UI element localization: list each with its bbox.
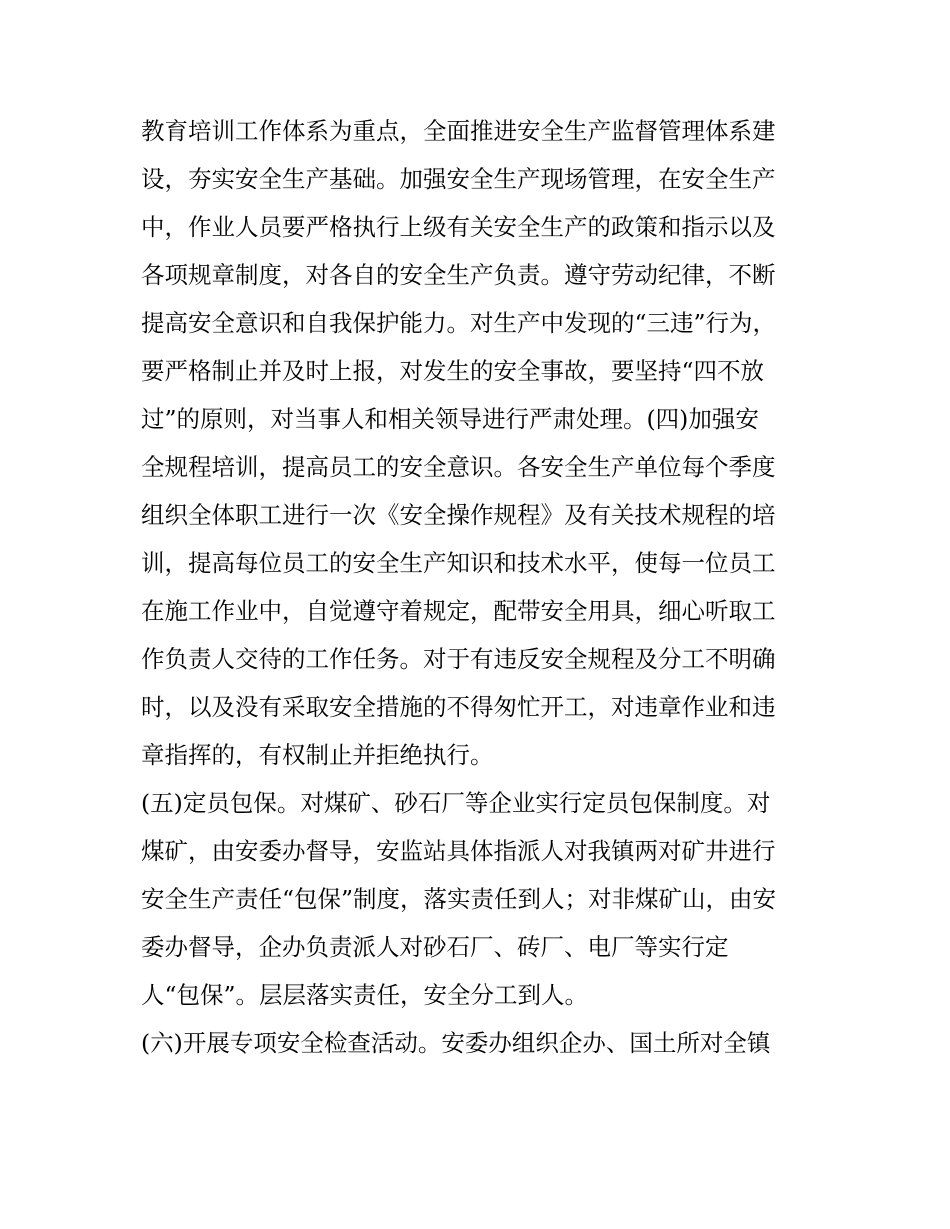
text-line: 设，夯实安全生产基础。加强安全生产现场管理，在安全生产 [141,165,776,193]
text-line: 委办督导，企办负责派人对砂石厂、砖厂、电厂等实行定 [141,933,729,961]
text-line: (六)开展专项安全检查活动。安委办组织企办、国土所对全镇 [141,1029,771,1057]
text-line: 作负责人交待的工作任务。对于有违反安全规程及分工不明确 [141,645,776,673]
text-line: 人“包保”。层层落实责任，安全分工到人。 [141,981,589,1009]
text-line: 时，以及没有采取安全措施的不得匆忙开工，对违章作业和违 [141,693,776,721]
text-line: (五)定员包保。对煤矿、砂石厂等企业实行定员包保制度。对 [141,789,771,817]
text-line: 安全生产责任“包保”制度，落实责任到人；对非煤矿山，由安 [141,885,777,913]
text-line: 各项规章制度，对各自的安全生产负责。遵守劳动纪律，不断 [141,261,776,289]
text-line: 训，提高每位员工的安全生产知识和技术水平，使每一位员工 [141,549,776,577]
text-line: 中，作业人员要严格执行上级有关安全生产的政策和指示以及 [141,213,776,241]
text-line: 章指挥的，有权制止并拒绝执行。 [141,741,494,769]
text-line: 在施工作业中，自觉遵守着规定，配带安全用具，细心听取工 [141,597,776,625]
text-line: 全规程培训，提高员工的安全意识。各安全生产单位每个季度 [141,453,776,481]
text-line: 要严格制止并及时上报，对发生的安全事故，要坚持“四不放 [141,357,765,385]
text-line: 煤矿，由安委办督导，安监站具体指派人对我镇两对矿井进行 [141,837,776,865]
text-line: 组织全体职工进行一次《安全操作规程》及有关技术规程的培 [141,501,776,529]
text-line: 提高安全意识和自我保护能力。对生产中发现的“三违”行为， [141,309,777,337]
text-line: 教育培训工作体系为重点，全面推进安全生产监督管理体系建 [141,117,776,145]
text-line: 过”的原则，对当事人和相关领导进行严肃处理。(四)加强安 [141,405,759,433]
